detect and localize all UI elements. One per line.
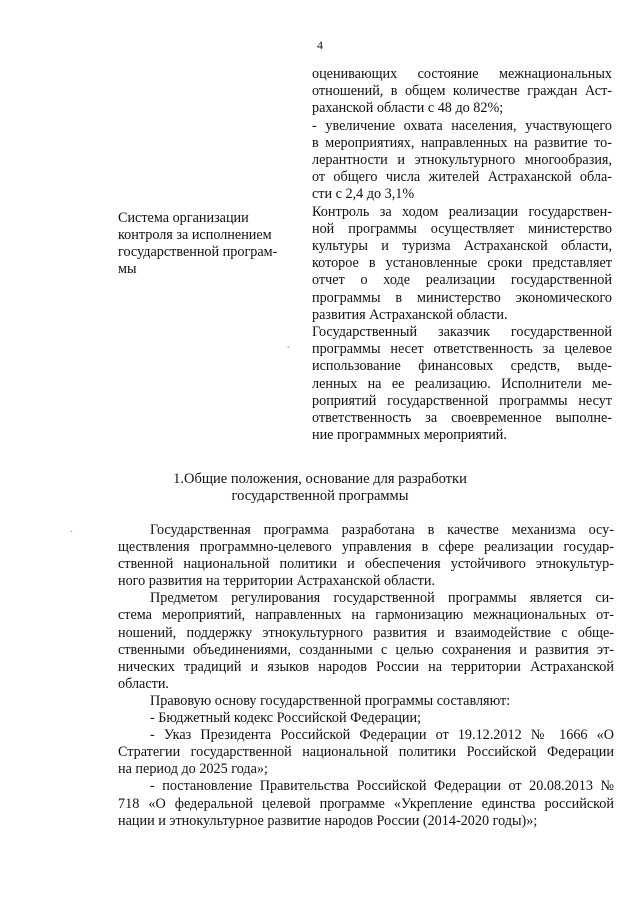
paragraph-line: - постановление Правительства Российской Федерации от 20.08.2013 № <box>150 778 614 795</box>
paragraph-line: на период до 2025 года»; <box>118 761 268 778</box>
table-text-line: от общего числа жителей Астраханской обла- <box>312 169 612 186</box>
table-right-column <box>312 66 612 444</box>
table-text-line: лерантности и этнокультурного многообразия, <box>312 152 612 169</box>
paragraph-line: ственными объединениями, созданными с целью сохранения и развития эт- <box>118 641 614 658</box>
scan-speck: · <box>70 527 74 538</box>
paragraph-line: ществления программно-целевого управления в сфере реализации государ- <box>118 539 614 556</box>
paragraph-line: - Указ Президента Российской Федерации от 19.12.2012 № 1666 «О <box>150 727 614 744</box>
table-text-line: - увеличение охвата населения, участвующего <box>312 117 612 134</box>
table-label-line: Система организации <box>118 210 249 226</box>
table-text-line: Контроль за ходом реализации государствен- <box>312 203 612 220</box>
scan-speck: ˛ <box>287 338 291 349</box>
table-text-line: в мероприятиях, направленных на развитие то- <box>312 134 612 151</box>
page-number: 4 <box>317 38 323 52</box>
paragraph-line: 718 «О федеральной целевой программе «Укрепление единства российской <box>118 795 614 812</box>
paragraph-line: стема мероприятий, направленных на гармонизацию межнациональных от- <box>118 607 614 624</box>
paragraph-line: области. <box>118 675 169 692</box>
table-text-line: оценивающих состояние межнациональных <box>312 66 612 82</box>
paragraph-line: нических традиций и языков народов России на территории Астраханской <box>118 658 614 675</box>
table-label-line: контроля за исполнением <box>118 227 272 243</box>
table-text-line: роприятий государственной программы несут <box>312 392 612 409</box>
paragraph-line: Правовую основу государственной программы составляют: <box>150 692 511 709</box>
table-text-line: программы в министерство экономического <box>312 289 612 306</box>
paragraph-line: ного развития на территории Астраханской области. <box>118 573 436 590</box>
table-text-line: сти с 2,4 до 3,1% <box>312 186 415 203</box>
table-text-line: использование финансовых средств, выде- <box>312 358 612 375</box>
paragraph-line: ственной национальной политики и обеспечения устойчивого этнокультур- <box>118 556 614 573</box>
table-label-line: государственной програм- <box>118 244 278 260</box>
document-body <box>118 522 614 830</box>
table-text-line: раханской области с 48 до 82%; <box>312 100 504 117</box>
paragraph-line: нации и этнокультурное развитие народов России (2014-2020 годы)»; <box>118 812 538 829</box>
table-text-line: ленных на ее реализацию. Исполнители ме- <box>312 375 612 392</box>
table-text-line: культуры и туризма Астраханской области, <box>312 238 612 255</box>
heading-line: государственной программы <box>231 488 409 504</box>
paragraph-line: Государственная программа разработана в качестве механизма осу- <box>150 522 614 538</box>
table-text-line: ной программы осуществляет министерство <box>312 220 612 237</box>
table-text-line: программы несет ответственность за целевое <box>312 341 612 358</box>
paragraph-line: - Бюджетный кодекс Российской Федерации; <box>150 710 422 727</box>
table-text-line: отчет о ходе реализации государственной <box>312 272 612 289</box>
table-text-line: развития Астраханской области. <box>312 306 508 323</box>
table-text-line: Государственный заказчик государственной <box>312 324 612 341</box>
table-text-line: ответственность за своевременное выполне- <box>312 410 612 427</box>
table-text-line: ние программных мероприятий. <box>312 427 507 444</box>
section-heading <box>0 471 640 505</box>
paragraph-line: Предметом регулирования государственной программы является си- <box>150 590 614 607</box>
table-left-label <box>118 210 293 278</box>
heading-line: 1.Общие положения, основание для разработки <box>173 471 467 487</box>
table-text-line: которое в установленные сроки представляет <box>312 255 612 272</box>
paragraph-line: ношений, поддержку этнокультурного развития и взаимодействие с обще- <box>118 624 614 641</box>
table-text-line: отношений, в общем количестве граждан Аст- <box>312 83 612 100</box>
table-label-line: мы <box>118 261 137 277</box>
paragraph-line: Стратегии государственной национальной политики Российской Федерации <box>118 744 614 761</box>
